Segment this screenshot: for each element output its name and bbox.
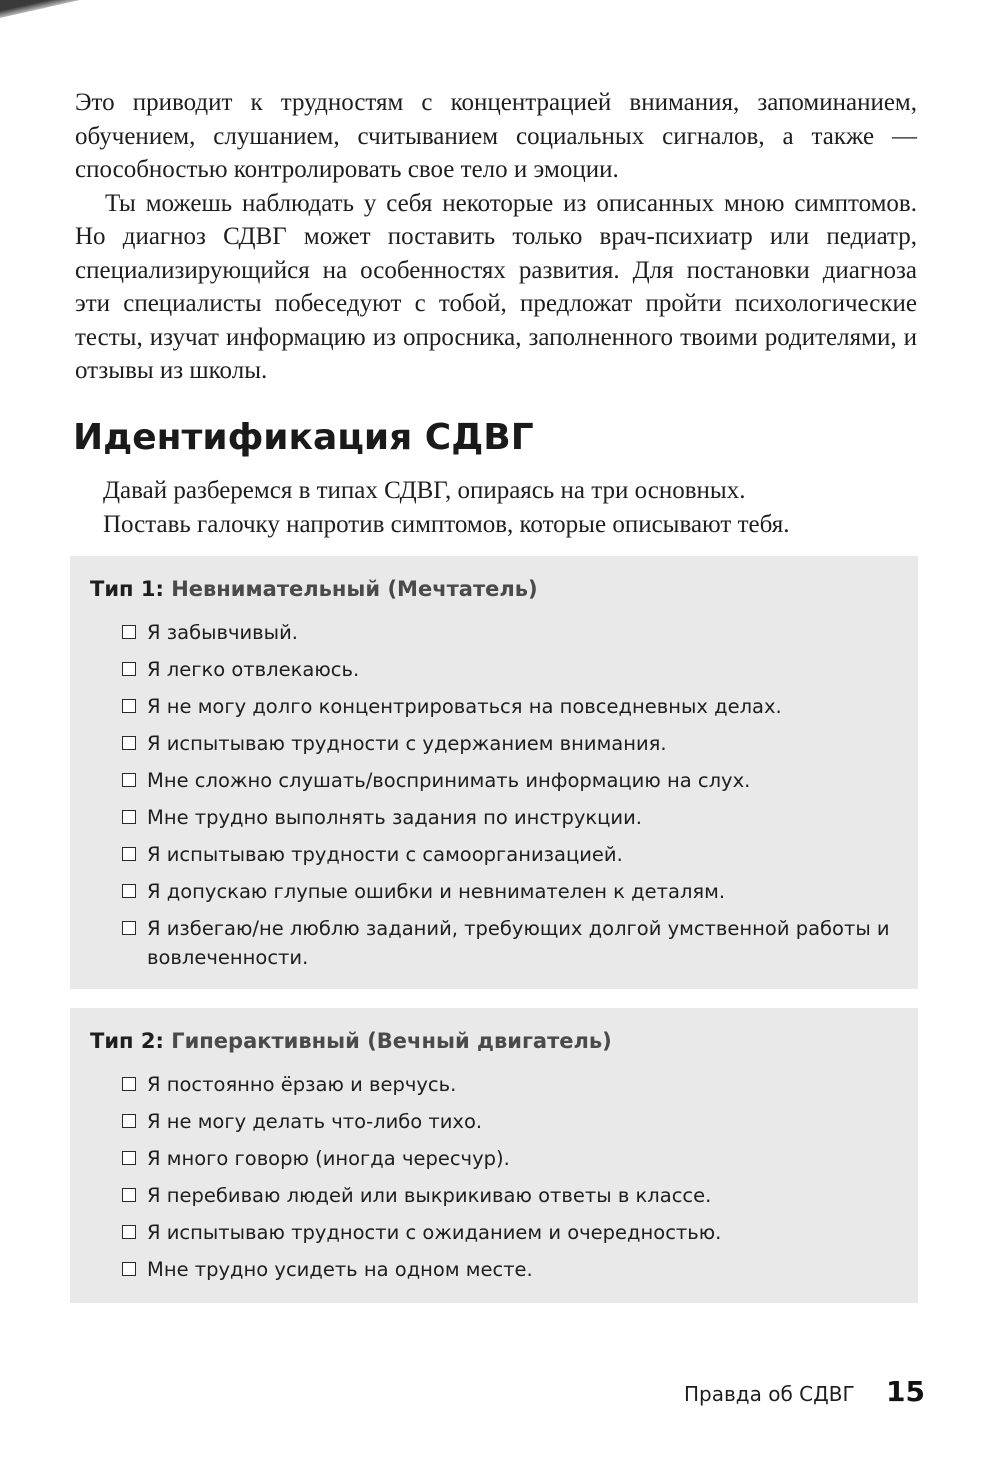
- checklist-item-text: Я допускаю глупые ошибки и невнимателен к деталям.: [147, 880, 726, 903]
- checklist-item[interactable]: [122, 1255, 902, 1284]
- checkbox[interactable]: [122, 773, 136, 787]
- checklist-item[interactable]: [122, 766, 902, 795]
- checklist-item[interactable]: [122, 729, 902, 758]
- checklist-item[interactable]: [122, 914, 902, 972]
- checkbox[interactable]: [122, 1114, 136, 1128]
- checkbox[interactable]: [122, 1077, 136, 1091]
- checklist-item-text: Я не могу делать что-либо тихо.: [147, 1110, 483, 1133]
- checklist-item[interactable]: [122, 1070, 902, 1099]
- running-footer-title: Правда об СДВГ: [684, 1382, 855, 1406]
- type-1-name: Невнимательный (Мечтатель): [171, 577, 538, 601]
- checkbox[interactable]: [122, 625, 136, 639]
- section-lead: [103, 474, 923, 541]
- lead-line-2: Поставь галочку напротив симптомов, которые описывают тебя.: [103, 510, 790, 538]
- checklist-item[interactable]: [122, 1107, 902, 1136]
- type-2-box: [70, 1008, 918, 1303]
- checklist-item[interactable]: [122, 1218, 902, 1247]
- checklist-item-text: Я испытываю трудности с самоорганизацией.: [147, 843, 623, 866]
- intro-text: [75, 86, 917, 388]
- checklist-item[interactable]: [122, 1181, 902, 1210]
- section-heading: Идентификация СДВГ: [73, 417, 534, 458]
- type-1-prefix: Тип 1:: [90, 577, 164, 601]
- checklist-item-text: Я перебиваю людей или выкрикиваю ответы в классе.: [147, 1184, 712, 1207]
- checklist-item-text: Я забывчивый.: [147, 621, 298, 644]
- intro-paragraph-2: Ты можешь наблюдать у себя некоторые из описанных мною симптомов. Но диагноз СДВГ может поставить только врач-психиатр или педиатр, специализирующийся на особенностях развития. Для постановки диагноза эти специалисты побеседуют с тобой, предложат пройти психологические тесты, изучат информацию из опросника, заполненного твоими родителями, и отзывы из школы.: [75, 189, 917, 384]
- checklist-item[interactable]: [122, 618, 902, 647]
- page-number: 15: [886, 1375, 925, 1408]
- checklist-item-text: Я испытываю трудности с удержанием внимания.: [147, 732, 667, 755]
- type-1-box: [70, 556, 918, 989]
- type-2-checklist: [122, 1070, 902, 1292]
- checklist-item[interactable]: [122, 655, 902, 684]
- checklist-item-text: Мне сложно слушать/воспринимать информацию на слух.: [147, 769, 751, 792]
- checkbox[interactable]: [122, 810, 136, 824]
- checklist-item-text: Я легко отвлекаюсь.: [147, 658, 360, 681]
- type-2-title: [90, 1026, 612, 1056]
- checklist-item[interactable]: [122, 1144, 902, 1173]
- checklist-item-text: Я постоянно ёрзаю и верчусь.: [147, 1073, 457, 1096]
- checkbox[interactable]: [122, 1188, 136, 1202]
- checkbox[interactable]: [122, 1225, 136, 1239]
- checklist-item-text: Я избегаю/не люблю заданий, требующих долгой умственной работы и вовлеченности.: [147, 917, 890, 969]
- checkbox[interactable]: [122, 736, 136, 750]
- type-1-title: [90, 574, 538, 604]
- checkbox[interactable]: [122, 884, 136, 898]
- checklist-item-text: Мне трудно усидеть на одном месте.: [147, 1258, 533, 1281]
- lead-line-1: Давай разберемся в типах СДВГ, опираясь на три основных.: [103, 477, 746, 504]
- type-2-prefix: Тип 2:: [90, 1029, 164, 1053]
- type-1-checklist: [122, 618, 902, 980]
- checklist-item[interactable]: [122, 877, 902, 906]
- checkbox[interactable]: [122, 662, 136, 676]
- checkbox[interactable]: [122, 847, 136, 861]
- checklist-item-text: Я испытываю трудности с ожиданием и очередностью.: [147, 1221, 722, 1244]
- type-2-name: Гиперактивный (Вечный двигатель): [171, 1029, 612, 1053]
- checkbox[interactable]: [122, 1151, 136, 1165]
- checklist-item[interactable]: [122, 803, 902, 832]
- checklist-item[interactable]: [122, 840, 902, 869]
- checkbox[interactable]: [122, 1262, 136, 1276]
- scan-corner-mark: [0, 0, 80, 18]
- checklist-item-text: Я много говорю (иногда чересчур).: [147, 1147, 510, 1170]
- checklist-item-text: Мне трудно выполнять задания по инструкции.: [147, 806, 642, 829]
- intro-paragraph-1: Это приводит к трудностям с концентрацией внимания, запоминанием, обучением, слушанием, считыванием социальных сигналов, а также — способностью контролировать свое тело и эмоции.: [75, 89, 917, 183]
- checklist-item-text: Я не могу долго концентрироваться на повседневных делах.: [147, 695, 782, 718]
- checkbox[interactable]: [122, 699, 136, 713]
- checkbox[interactable]: [122, 921, 136, 935]
- checklist-item[interactable]: [122, 692, 902, 721]
